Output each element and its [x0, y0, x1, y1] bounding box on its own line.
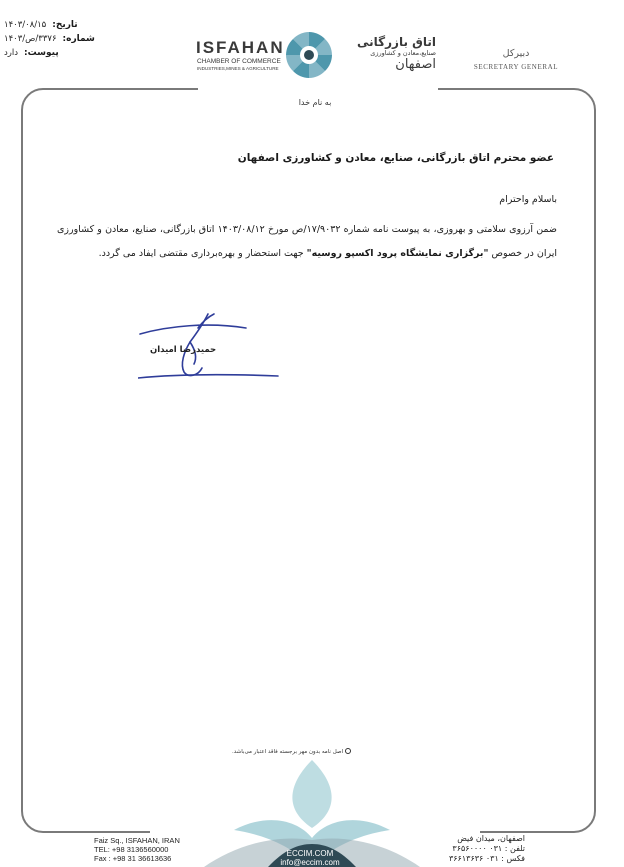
letter-body-subject: "برگزاری نمایشگاه پرود اکسپو روسیه" [306, 248, 489, 259]
chamber-emblem-icon [284, 30, 334, 80]
logo-text-chamber: CHAMBER OF COMMERCE [197, 58, 281, 65]
logo-fa-isfahan: اصفهان [395, 57, 436, 72]
bismillah: به نام خدا [298, 98, 332, 107]
chamber-logo [196, 30, 436, 82]
attachment-row [4, 46, 114, 60]
logo-fa-chamber: اتاق بازرگانی [357, 35, 436, 49]
footer-address-fa: اصفهان، میدان فیض [457, 834, 525, 843]
department-label [466, 48, 566, 71]
date-row [4, 18, 114, 32]
department-fa: دبیرکل [502, 48, 530, 59]
validity-footnote [232, 748, 351, 755]
letter-body-part2: جهت استحضار و بهره‌برداری مقتضی ایفاد می گردد. [98, 248, 304, 259]
footer-fax-en: Fax : +98 31 36613636 [94, 854, 172, 863]
footer-contact-en [94, 836, 180, 863]
number-value: ۳۳۷۶/ص/۱۴۰۳ [4, 34, 57, 44]
greeting-line: باسلام واحترام [499, 194, 557, 205]
logo-persian-text [338, 36, 436, 72]
number-label: شماره: [62, 34, 95, 44]
footer-tel-en: TEL: +98 3136560000 [94, 845, 169, 854]
footnote-bullet-icon [345, 748, 351, 754]
date-value: ۱۴۰۳/۰۸/۱۵ [4, 20, 47, 30]
footnote-text: اصل نامه بدون مهر برجسته فاقد اعتبار می‌باشد. [232, 749, 344, 755]
logo-text-industries: INDUSTRIES,MINES & AGRICULTURE [197, 66, 279, 71]
letter-body [57, 218, 557, 266]
footer-tel-fa: تلفن : ۰۳۱ ۳۶۵۶۰۰۰۰ [452, 844, 525, 853]
footer-address-en: Faiz Sq., ISFAHAN, IRAN [94, 836, 180, 845]
date-label: تاریخ: [52, 20, 78, 30]
border-gap-top [198, 80, 438, 96]
footer-contact-fa [430, 834, 525, 864]
letter-body-part1: ضمن آرزوی سلامتی و بهروزی، به پیوست نامه شماره ۱۷/۹۰۳۲/ص مورخ ۱۴۰۳/۰۸/۱۲ اتاق بازرگانی، صنایع، معادن و کشاورزی ایران در خصوص [57, 224, 557, 259]
footer-fax-fa: فکس : ۰۳۱ ۳۶۶۱۳۶۳۶ [448, 854, 525, 863]
footer-website-url[interactable]: ECCIM.COM [286, 849, 334, 858]
letter-meta [4, 18, 114, 60]
logo-fa-industries: صنایع،معادن و کشاورزی [370, 49, 436, 57]
attachment-value: دارد [4, 48, 19, 58]
recipient-line: عضو محترم اتاق بازرگانی، صنایع، معادن و کشاورزی اصفهان [237, 152, 554, 164]
logo-text-isfahan: ISFAHAN [196, 38, 285, 57]
signer-name: حمیدرضا امیدان [150, 345, 217, 355]
number-row [4, 32, 114, 46]
footer-website [260, 849, 360, 867]
attachment-label: پیوست: [24, 48, 59, 58]
footer-email[interactable]: info@eccim.com [280, 858, 340, 867]
department-en: SECRETARY GENERAL [473, 63, 559, 71]
